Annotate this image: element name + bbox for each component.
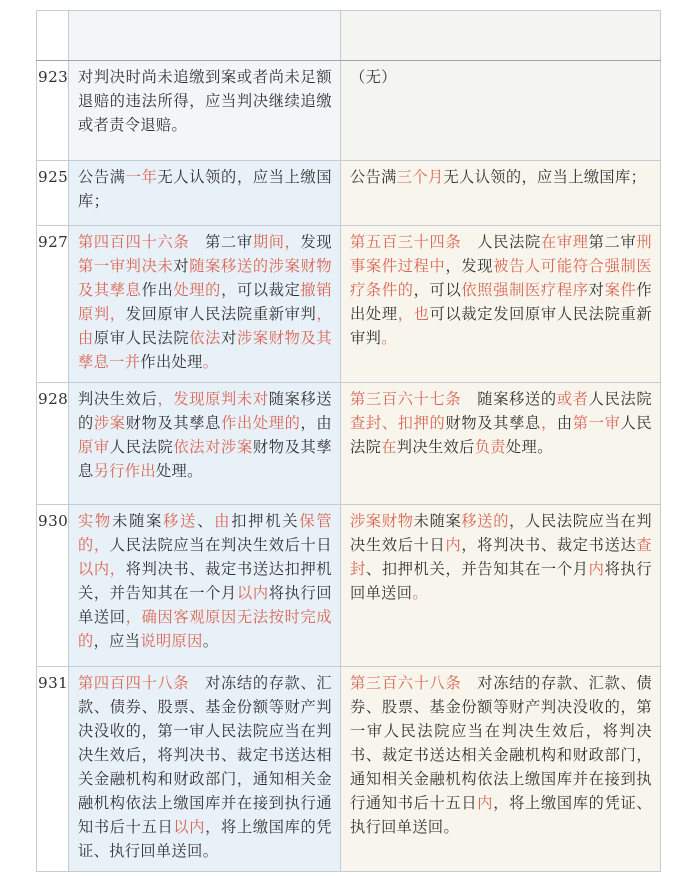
text-segment: 、 [197, 512, 215, 530]
highlight-segment: 随案移送的涉案财物及其孳息 [78, 257, 332, 299]
highlight-segment: 移送 [163, 512, 198, 530]
left-text-cell [69, 161, 341, 226]
text-segment: 对冻结的存款、汇款、债券、股票、基金份额等财产判决没收的，第一审人民法院应当在判决生效后，将判决书、裁定书送达相关金融机构和财政部门，通知相关金融机构依法上缴国库并在接到执行通知书后十五日 [350, 674, 652, 812]
text-segment: ，将判决书、裁定书送达 [461, 536, 637, 554]
highlight-segment: 处理的 [173, 281, 222, 299]
text-segment: ，可以 [413, 281, 462, 299]
highlight-segment: 第四百四十八条 [78, 674, 190, 692]
text-segment: ，由 [300, 414, 333, 432]
text-segment: 扣押机关 [231, 512, 300, 530]
text-segment: ，将上缴国库的凭证、执行回单送回。 [350, 794, 653, 836]
highlight-segment: ，由 [78, 305, 332, 347]
text-segment: 财物及其孳息 [78, 438, 333, 480]
text-segment: 发现 [300, 233, 332, 251]
text-segment: 处理。 [505, 438, 553, 456]
highlight-segment: 第三百六十七条 [350, 390, 462, 408]
right-text-cell [341, 61, 661, 161]
text-segment: ，发现 [445, 257, 494, 275]
table-row [37, 505, 661, 667]
text-segment: 无人认领的，应当上缴国库； [78, 168, 332, 210]
text-segment: 作出处理 [140, 353, 203, 371]
comparison-table [36, 10, 661, 872]
text-segment: 人民法院 [461, 233, 541, 251]
highlight-segment: 撤销原判， [78, 281, 333, 323]
highlight-segment: 内 [445, 536, 462, 554]
row-number-cell: 927 [37, 226, 69, 383]
highlight-segment: 负责 [474, 438, 506, 456]
highlight-segment: 依照强制医疗程序 [461, 281, 589, 299]
right-text-cell [341, 11, 661, 61]
right-text-cell [341, 226, 661, 383]
row-number-cell: 925 [37, 161, 69, 226]
text-segment: 财物及其孳息 [125, 414, 222, 432]
text-segment: 人民法院 [588, 390, 652, 408]
highlight-segment: 第五百三十四条 [350, 233, 462, 251]
row-number-cell: 931 [37, 667, 69, 872]
highlight-segment: 移送的 [461, 512, 510, 530]
highlight-segment: 第三百六十八条 [350, 674, 462, 692]
left-text-cell [69, 667, 341, 872]
highlight-segment: 另行作出 [93, 462, 156, 480]
text-segment: ，应当 [93, 632, 141, 650]
text-segment: 第二审 [588, 233, 637, 251]
highlight-segment: 在审理 [540, 233, 589, 251]
highlight-segment: 第一审 [572, 414, 621, 432]
right-text-cell [341, 383, 661, 505]
text-segment: 公告满 [350, 168, 397, 186]
text-segment: 人民法院应当在判决生效后十日 [109, 536, 332, 554]
right-text-cell [341, 505, 661, 667]
highlight-segment: 保管的， [78, 512, 332, 554]
text-segment: 原审人民法院 [93, 329, 190, 347]
text-segment: 财物及其孳息 [445, 414, 541, 432]
text-segment: ，人民法院应当在判决生效后十日 [350, 512, 652, 554]
highlight-segment: ，也 [397, 305, 430, 323]
text-segment: 。 [202, 632, 219, 650]
text-segment: 判决生效后 [78, 390, 158, 408]
table-row [37, 11, 661, 61]
highlight-segment: 依法对涉案 [173, 438, 253, 456]
text-segment: 作出 [141, 281, 174, 299]
table-row [37, 667, 661, 872]
text-segment: 对判决时尚未追缴到案或者尚未足额退赔的违法所得，应当判决继续追缴或者责令退赔。 [78, 68, 332, 134]
highlight-segment: 案件 [604, 281, 637, 299]
text-segment: 对 [588, 281, 605, 299]
text-segment: 发回原审人民法院重新审判 [125, 305, 317, 323]
highlight-segment: 在 [381, 438, 397, 456]
text-segment: 可以裁定发回原审人民法院重新审判 [350, 305, 652, 347]
highlight-segment: 查封、扣押的 [350, 414, 446, 432]
row-number-cell: 930 [37, 505, 69, 667]
highlight-segment: 涉案财物 [350, 512, 414, 530]
highlight-segment: 查封 [350, 536, 652, 578]
highlight-segment: 。 [202, 353, 219, 371]
text-segment: 公告满 [78, 168, 126, 186]
row-number-cell [37, 11, 69, 61]
highlight-segment: 刑事案件过程中 [350, 233, 652, 275]
highlight-segment: 。 [412, 584, 428, 602]
highlight-segment: 说明原因 [140, 632, 203, 650]
text-segment: 将执行回单送回 [350, 560, 653, 602]
highlight-segment: 作出处理的 [221, 414, 301, 432]
right-text-cell [341, 667, 661, 872]
text-segment: 人民法院 [350, 414, 653, 456]
text-segment: 对冻结的存款、汇款、债券、股票、基金份额等财产判决没收的，第一审人民法院应当在判决生效后，将判决书、裁定书送达相关金融机构和财政部门，通知相关金融机构依法上缴国库并在接到执行通知书后十五日 [78, 674, 332, 836]
highlight-segment: 实物 [78, 512, 113, 530]
comparison-table-body [37, 11, 661, 872]
highlight-segment: 以内 [236, 584, 269, 602]
text-segment: 对 [173, 257, 190, 275]
text-segment: 将判决书、裁定书送达扣押机关，并告知其在一个月 [78, 560, 332, 602]
text-segment: 处理。 [155, 462, 203, 480]
text-segment: 对 [221, 329, 237, 347]
text-segment: 人民法院 [109, 438, 174, 456]
highlight-segment: 原审 [78, 438, 110, 456]
highlight-segment: ，确因客观原因无法按时完成的 [78, 608, 332, 650]
highlight-segment: 。 [381, 329, 397, 347]
highlight-segment: 或者 [556, 390, 589, 408]
highlight-segment: 被告人可能符合强制医疗条件的 [350, 257, 652, 299]
highlight-segment: 以内 [173, 818, 206, 836]
text-segment: 作出处理 [350, 281, 652, 323]
table-row [37, 226, 661, 383]
left-text-cell [69, 226, 341, 383]
table-row [37, 61, 661, 161]
highlight-segment: 涉案财物及其孳息一并 [78, 329, 333, 371]
text-segment: 第二审 [189, 233, 253, 251]
highlight-segment: 涉案 [93, 414, 126, 432]
left-text-cell [69, 11, 341, 61]
text-segment: ，可以裁定 [221, 281, 301, 299]
text-segment: 未随案 [112, 512, 164, 530]
text-segment: 未随案 [413, 512, 462, 530]
table-row [37, 383, 661, 505]
highlight-segment: 第四百四十六条 [78, 233, 190, 251]
table-row [37, 161, 661, 226]
text-segment: （无） [350, 68, 397, 86]
highlight-segment: 由 [214, 512, 232, 530]
highlight-segment: 期间， [252, 233, 301, 251]
highlight-segment: 内 [588, 560, 605, 578]
text-segment: 将执行回单送回 [78, 584, 332, 626]
text-segment: 由 [556, 414, 573, 432]
left-text-cell [69, 505, 341, 667]
highlight-segment: 第一审判决未 [78, 257, 174, 275]
row-number-cell: 928 [37, 383, 69, 505]
left-text-cell [69, 383, 341, 505]
highlight-segment: ，发现原判未对 [157, 390, 269, 408]
highlight-segment: 一年 [125, 168, 158, 186]
row-number-cell: 923 [37, 61, 69, 161]
highlight-segment: 三个月 [396, 168, 444, 186]
highlight-segment: 以内， [78, 560, 126, 578]
highlight-segment: ， [540, 414, 557, 432]
text-segment: ，将上缴国库的凭证、执行回单送回。 [78, 818, 332, 860]
left-text-cell [69, 61, 341, 161]
text-segment: 判决生效后 [396, 438, 475, 456]
text-segment: 随案移送的 [461, 390, 557, 408]
text-segment: 无人认领的，应当上缴国库； [443, 168, 647, 186]
highlight-segment: 依法 [189, 329, 222, 347]
text-segment: 、扣押机关，并告知其在一个月 [365, 560, 589, 578]
right-text-cell [341, 161, 661, 226]
text-segment: 随案移送的 [78, 390, 332, 432]
highlight-segment: 内 [477, 794, 494, 812]
